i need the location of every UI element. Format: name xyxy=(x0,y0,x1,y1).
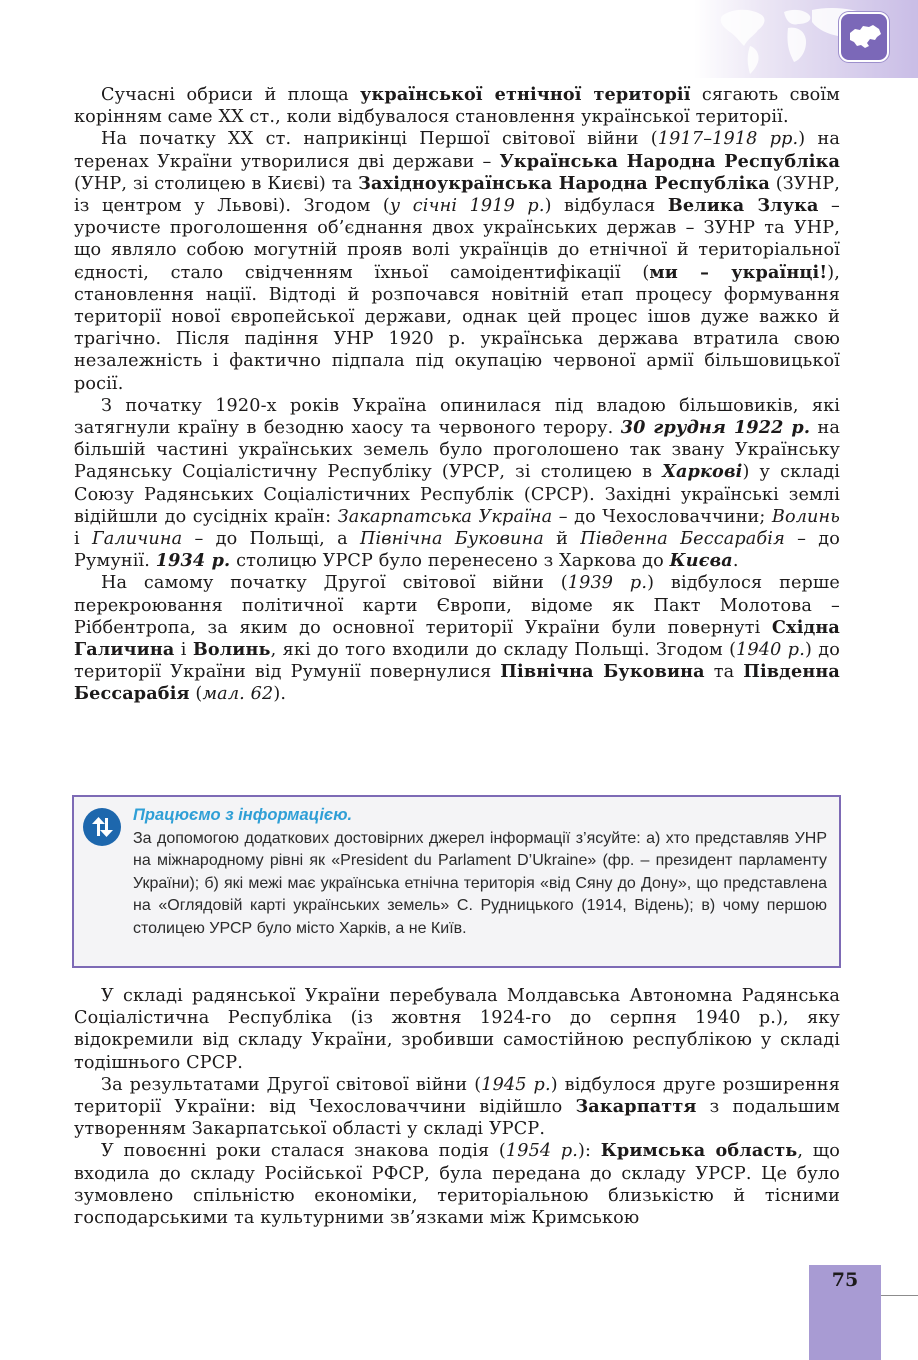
text: – до Румунії. xyxy=(74,529,840,572)
bold-term: ми – українці! xyxy=(649,261,828,283)
bold-term: Кримська область xyxy=(600,1140,798,1162)
text: . xyxy=(732,551,739,572)
italic-term: Закарпатська Україна xyxy=(337,506,553,527)
paragraph-moldavian-assr xyxy=(74,985,840,1074)
info-box-text: За допомогою додаткових достовірних джерел інформації з’ясуйте: а) хто представляв УНР на міжнародному рівні як «President du Parlament D’Ukraine» (фр. – президент парламенту України); б) які межі має українська етнічна територія «від Сяну до Дону», що представлена на «Оглядовій карті українських земель» С. Рудницького (1914, Відень); в) чому першою столицею УРСР було місто Харків, а не Київ. xyxy=(133,830,827,937)
text: (УНР, зі столицею в Києві) та xyxy=(74,173,359,194)
text: У повоєнні роки сталася знакова подія ( xyxy=(101,1141,506,1162)
text: З початку 1920-х років Україна опинилася під владою більшовиків, які затягнули країну в безодню хаосу та червоного терору. xyxy=(74,395,840,439)
text: ) у складі Союзу Радянських Соціалістичних Республік (СРСР). Західні українські землі відійшли до сусідніх країн: xyxy=(74,462,840,527)
italic-term: Південна Бессарабія xyxy=(580,529,785,550)
bold-italic-date: 30 грудня 1922 р. xyxy=(620,417,811,439)
text: та xyxy=(704,662,744,683)
italic-term: Волинь xyxy=(771,506,840,527)
paragraph-ethnic-territory xyxy=(74,84,840,128)
text: й xyxy=(543,529,581,550)
info-box xyxy=(72,795,841,968)
text: , що входила до складу Російської РФСР, була передана до складу УРСР. Це було зумовлено спільністю економіки, територіальною близькістю й тісними господарськими та культурними зв’язками між Кримською xyxy=(74,1141,840,1229)
text: У складі радянської України перебувала Молдавська Автономна Радянська Соціалістична Республіка (із жовтня 1924-го до серпня 1940 р.), яку відокремили від складу України, зробивши самостійною республікою у складі тодішнього СРСР. xyxy=(74,986,840,1073)
text: На початку XX ст. наприкінці Першої світової війни ( xyxy=(101,129,658,150)
paragraph-ussr xyxy=(74,395,840,573)
paragraph-crimea xyxy=(74,1140,840,1229)
bold-term: Українська Народна Республіка xyxy=(499,150,841,172)
main-text-upper xyxy=(74,84,840,706)
text: ) відбулося друге розширення території України: від Чехословаччини відійшло xyxy=(74,1074,840,1118)
bold-italic-term: Харкові xyxy=(662,461,743,483)
text: – до Чехословаччини; xyxy=(552,506,772,527)
text: ): xyxy=(578,1141,601,1162)
text: За результатами Другої світової війни ( xyxy=(101,1074,482,1095)
paragraph-unr-zunr xyxy=(74,128,840,394)
text: столицю УРСР було перенесено з Харкова до xyxy=(230,551,670,572)
text: – урочисте проголошення об’єднання двох українських держав – ЗУНР та УНР, що являло собою могутній прояв волі українців до етнічної й територіальної єдності, стало свідченням їхньої самоідентифікації ( xyxy=(74,196,840,283)
bold-term: Велика Злука xyxy=(667,195,819,217)
bold-term: Східна Галичина xyxy=(74,616,840,661)
main-text-lower xyxy=(74,985,840,1229)
text: На самому початку Другої світової війни ( xyxy=(101,573,568,594)
text: і xyxy=(74,529,92,550)
text: ), становлення нації. Відтоді й розпочався новітній етап процесу формування території нової європейської держави, однак цей процес ішов дуже важко й трагічно. Після падіння УНР 1920 р. українська держава втратила свою незалежність і фактично підпала під окупацію червоної армії більшовицької росії. xyxy=(74,262,840,394)
bold-term: Волинь xyxy=(192,639,271,661)
page-number: 75 xyxy=(831,1269,859,1291)
text: ) відбулася xyxy=(544,196,668,217)
text: (ЗУНР, із центром у Львові). Згодом ( xyxy=(74,173,840,217)
italic-term: Північна Буковина xyxy=(359,529,544,550)
bold-term: Закарпаття xyxy=(575,1096,697,1118)
bold-term: Південна Бессарабія xyxy=(74,661,840,705)
text: – до Польщі, а xyxy=(182,529,360,550)
text: на більшій частині українських земель було проголошено так звану Українську Радянську Соціалістичну Республіку (УРСР, зі столицею в xyxy=(74,418,840,483)
bold-italic-date: 1934 р. xyxy=(155,550,231,572)
bold-term: української етнічної території xyxy=(360,84,691,105)
ukraine-map-icon xyxy=(839,12,889,62)
text: і xyxy=(174,640,193,661)
figure-reference: мал. 62 xyxy=(202,684,274,705)
text: ). xyxy=(273,684,287,705)
italic-date: 1954 р. xyxy=(505,1141,579,1162)
text: , які до того входили до складу Польщі. Згодом ( xyxy=(270,640,737,661)
italic-date: у січні 1919 р. xyxy=(389,196,545,217)
text: ( xyxy=(189,684,203,705)
up-down-arrows-icon xyxy=(83,808,121,846)
paragraph-zakarpattia xyxy=(74,1074,840,1141)
bold-term: Північна Буковина xyxy=(500,661,705,683)
text: сягають своїм корінням саме XX ст., коли відбувалося становлення української території. xyxy=(74,85,840,128)
text: ) відбулося перше перекроювання політичної карти Європи, відоме як Пакт Молотова – Ріббентропа, за яким до основної території України були повернуті xyxy=(74,573,840,638)
bold-italic-term: Києва xyxy=(669,550,733,572)
page-number-tab xyxy=(809,1265,881,1360)
bold-term: Західноукраїнська Народна Республіка xyxy=(358,172,770,194)
italic-date: 1945 р. xyxy=(481,1074,551,1095)
text: Сучасні обриси й площа xyxy=(101,85,361,105)
text: ) на теренах України утворилися дві держави – xyxy=(74,129,840,172)
text: ) до території України від Румунії повернулися xyxy=(74,640,840,683)
italic-date: 1917–1918 рр. xyxy=(657,129,799,150)
italic-date: 1939 р. xyxy=(567,573,648,594)
text: з подальшим утворенням Закарпатської області у складі УРСР. xyxy=(74,1097,840,1140)
italic-term: Галичина xyxy=(92,529,183,550)
paragraph-ww2-start xyxy=(74,572,840,705)
info-box-title: Працюємо з інформацією. xyxy=(133,806,353,824)
italic-date: 1940 р. xyxy=(736,640,805,661)
